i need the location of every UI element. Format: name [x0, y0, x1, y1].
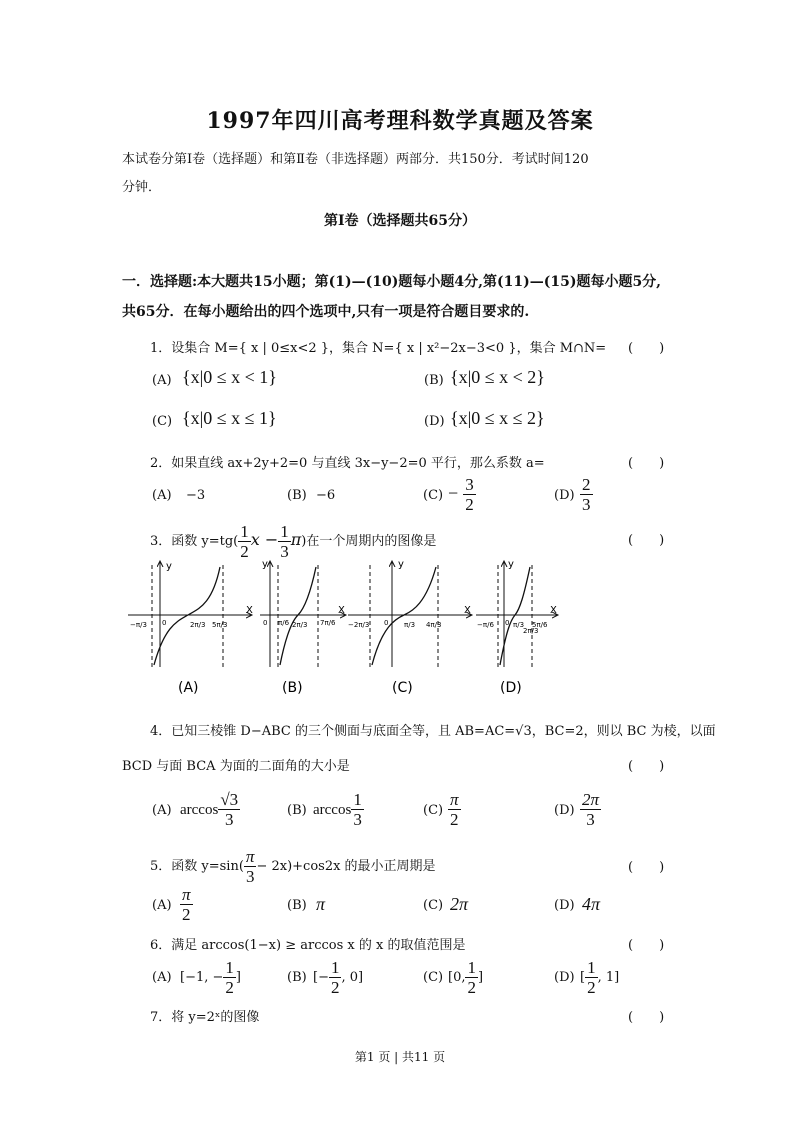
q6-option-d: [ $\frac{1}{2}$ , 1] [580, 958, 620, 997]
q5-option-a-label: (A) [152, 898, 172, 913]
fraction: $\frac{\pi}{2}$ [182, 885, 191, 924]
page-title: 1997年四川高考理科数学真题及答案 [206, 108, 594, 134]
graph-c [348, 559, 472, 696]
q2-option-c [448, 475, 476, 514]
q4-option-c-label: (C) [423, 803, 444, 818]
q6-option-a: [−1, − $\frac{1}{2}$ ] [180, 958, 241, 997]
q2-option-a-label: (A) [152, 488, 172, 503]
intro-text-cont: 分钟． [122, 180, 162, 195]
fraction: $\frac{1}{2}$ [330, 958, 340, 997]
svg-text:−π/6: −π/6 [477, 621, 494, 629]
svg-text:5π/3: 5π/3 [212, 621, 228, 629]
q5-option-d-label: (D) [554, 898, 575, 913]
q4-option-d [580, 790, 601, 829]
fraction: $\frac{2}{3}$ [582, 475, 591, 514]
q6-option-c-label: (C) [423, 970, 444, 985]
svg-text:y: y [398, 559, 404, 570]
svg-text:(D): (D) [500, 680, 522, 696]
svg-text:(A): (A) [178, 680, 199, 696]
q6-option-c: [0, $\frac{1}{2}$ ] [448, 958, 484, 997]
q1-option-d-label: (D) [424, 414, 445, 429]
fraction: $\frac{1}{3}$ [353, 790, 362, 829]
svg-text:X: X [550, 605, 557, 616]
svg-text:π/3: π/3 [513, 621, 525, 629]
fraction: $\frac{3}{2}$ [465, 475, 474, 514]
q1-option-a: {x|0 ≤ x < 1} [182, 367, 277, 387]
svg-text:0: 0 [384, 619, 389, 627]
q1-answer-blank: ( ) [628, 341, 665, 356]
svg-text:(B): (B) [282, 680, 303, 696]
q5-stem: 5．函数 y=sin( $\frac{\pi}{3}$ − 2x)+cos2x 的最小正周期是 [150, 847, 436, 886]
page-footer: 第1 页 | 共11 页 [354, 1050, 446, 1064]
q4-option-c [448, 790, 461, 829]
q5-option-c-label: (C) [423, 898, 444, 913]
q6-option-a-label: (A) [152, 970, 172, 985]
svg-text:(C): (C) [392, 680, 413, 696]
svg-text:X: X [338, 605, 345, 616]
intro-text: 本试卷分第Ⅰ卷（选择题）和第Ⅱ卷（非选择题）两部分．共150分．考试时间120 [122, 152, 589, 167]
svg-text:X: X [464, 605, 471, 616]
q1-option-b-label: (B) [424, 373, 444, 388]
q1-option-c: {x|0 ≤ x ≤ 1} [182, 408, 277, 428]
q2-option-b-label: (B) [287, 488, 307, 503]
svg-text:X: X [246, 605, 253, 616]
fraction: $\frac{2\pi}{3}$ [582, 790, 600, 829]
svg-text:2π/3: 2π/3 [190, 621, 206, 629]
q6-stem: 6．满足 arccos(1−x) ≥ arccos x 的 x 的取值范围是 [150, 938, 466, 953]
q5-option-d: 4π [582, 894, 601, 914]
q5-option-a [180, 885, 193, 924]
svg-text:0: 0 [162, 619, 167, 627]
q4-stem: 4．已知三棱锥 D−ABC 的三个侧面与底面全等，且 AB=AC=√3，BC=2，则以 BC 为棱，以面 [150, 724, 716, 739]
svg-text:0: 0 [505, 619, 510, 627]
q5-answer-blank: ( ) [628, 860, 665, 875]
q2-option-b: −6 [316, 488, 336, 503]
q2-answer-blank: ( ) [628, 456, 665, 471]
graph-a [128, 561, 253, 696]
q1-option-d: {x|0 ≤ x ≤ 2} [450, 408, 545, 428]
fraction: $\frac{\pi}{3}$ [245, 847, 255, 886]
fraction: $\frac{1}{2}$ [225, 958, 234, 997]
q4-option-b-label: (B) [287, 803, 307, 818]
svg-text:π/3: π/3 [404, 621, 416, 629]
svg-text:2π/3: 2π/3 [523, 627, 539, 635]
q4-stem-cont: BCD 与面 BCA 为面的二面角的大小是 [122, 759, 350, 774]
svg-text:y: y [262, 559, 268, 570]
q2-option-d [580, 475, 593, 514]
q3-graphs-figure [120, 555, 570, 705]
q5-option-b: π [316, 894, 326, 914]
q1-option-b: {x|0 ≤ x < 2} [450, 367, 545, 387]
svg-text:0: 0 [263, 619, 268, 627]
q5-option-c: 2π [450, 894, 469, 914]
q7-stem: 7．将 y=2ˣ的图像 [150, 1010, 260, 1025]
graph-d [476, 559, 558, 696]
q4-option-a-label: (A) [152, 803, 172, 818]
q1-stem: 1．设集合 M={ x | 0≤x<2 }，集合 N={ x | x²−2x−3<0 }，集合 M∩N= [150, 341, 607, 356]
part1-heading: 第Ⅰ卷（选择题共65分） [323, 213, 477, 229]
svg-text:5π/6: 5π/6 [532, 621, 548, 629]
q6-option-d-label: (D) [554, 970, 575, 985]
q2-option-d-label: (D) [554, 488, 575, 503]
svg-text:2π/3: 2π/3 [292, 621, 308, 629]
q4-option-b: arccos $\frac{1}{3}$ [313, 790, 362, 829]
q1-option-c-label: (C) [152, 414, 173, 429]
q6-option-b-label: (B) [287, 970, 307, 985]
section-instructions-cont: 共65分．在每小题给出的四个选项中,只有一项是符合题目要求的. [122, 304, 530, 320]
q1-option-a-label: (A) [152, 373, 172, 388]
fraction: $\frac{1}{2}$ [587, 958, 596, 997]
q2-option-c-label: (C) [423, 488, 444, 503]
fraction: $\frac{1}{3}$ [280, 522, 289, 561]
q4-option-a: arccos $\frac{√3}{3}$ [180, 790, 239, 829]
minus-sign: − [448, 483, 459, 503]
q5-option-b-label: (B) [287, 898, 307, 913]
svg-text:y: y [166, 561, 172, 572]
q2-stem: 2．如果直线 ax+2y+2=0 与直线 3x−y−2=0 平行，那么系数 a= [150, 456, 545, 471]
svg-text:−π/3: −π/3 [130, 621, 147, 629]
svg-text:y: y [508, 559, 514, 570]
q6-answer-blank: ( ) [628, 938, 665, 953]
svg-text:−2π/3: −2π/3 [348, 621, 370, 629]
fraction: $\frac{√3}{3}$ [220, 790, 239, 829]
graph-b [260, 559, 346, 696]
section-instructions: 一．选择题:本大题共15小题；第(1)—(10)题每小题4分,第(11)—(15)题每小题5分, [122, 274, 662, 290]
fraction: $\frac{\pi}{2}$ [450, 790, 459, 829]
fraction: $\frac{1}{2}$ [240, 522, 249, 561]
svg-text:7π/6: 7π/6 [320, 619, 336, 627]
q6-option-b: [− $\frac{1}{2}$ , 0] [313, 958, 364, 997]
fraction: $\frac{1}{2}$ [467, 958, 476, 997]
q3-stem: 3．函数 y=tg( $\frac{1}{2}$ x − $\frac{1}{3}$ π)在一个周期内的图像是 [150, 522, 437, 561]
svg-text:4π/3: 4π/3 [426, 621, 442, 629]
svg-text:π/6: π/6 [278, 619, 290, 627]
q3-answer-blank: ( ) [628, 533, 665, 548]
q4-answer-blank: ( ) [628, 759, 665, 774]
q7-answer-blank: ( ) [628, 1010, 665, 1025]
q4-option-d-label: (D) [554, 803, 575, 818]
q2-option-a: −3 [186, 488, 206, 503]
